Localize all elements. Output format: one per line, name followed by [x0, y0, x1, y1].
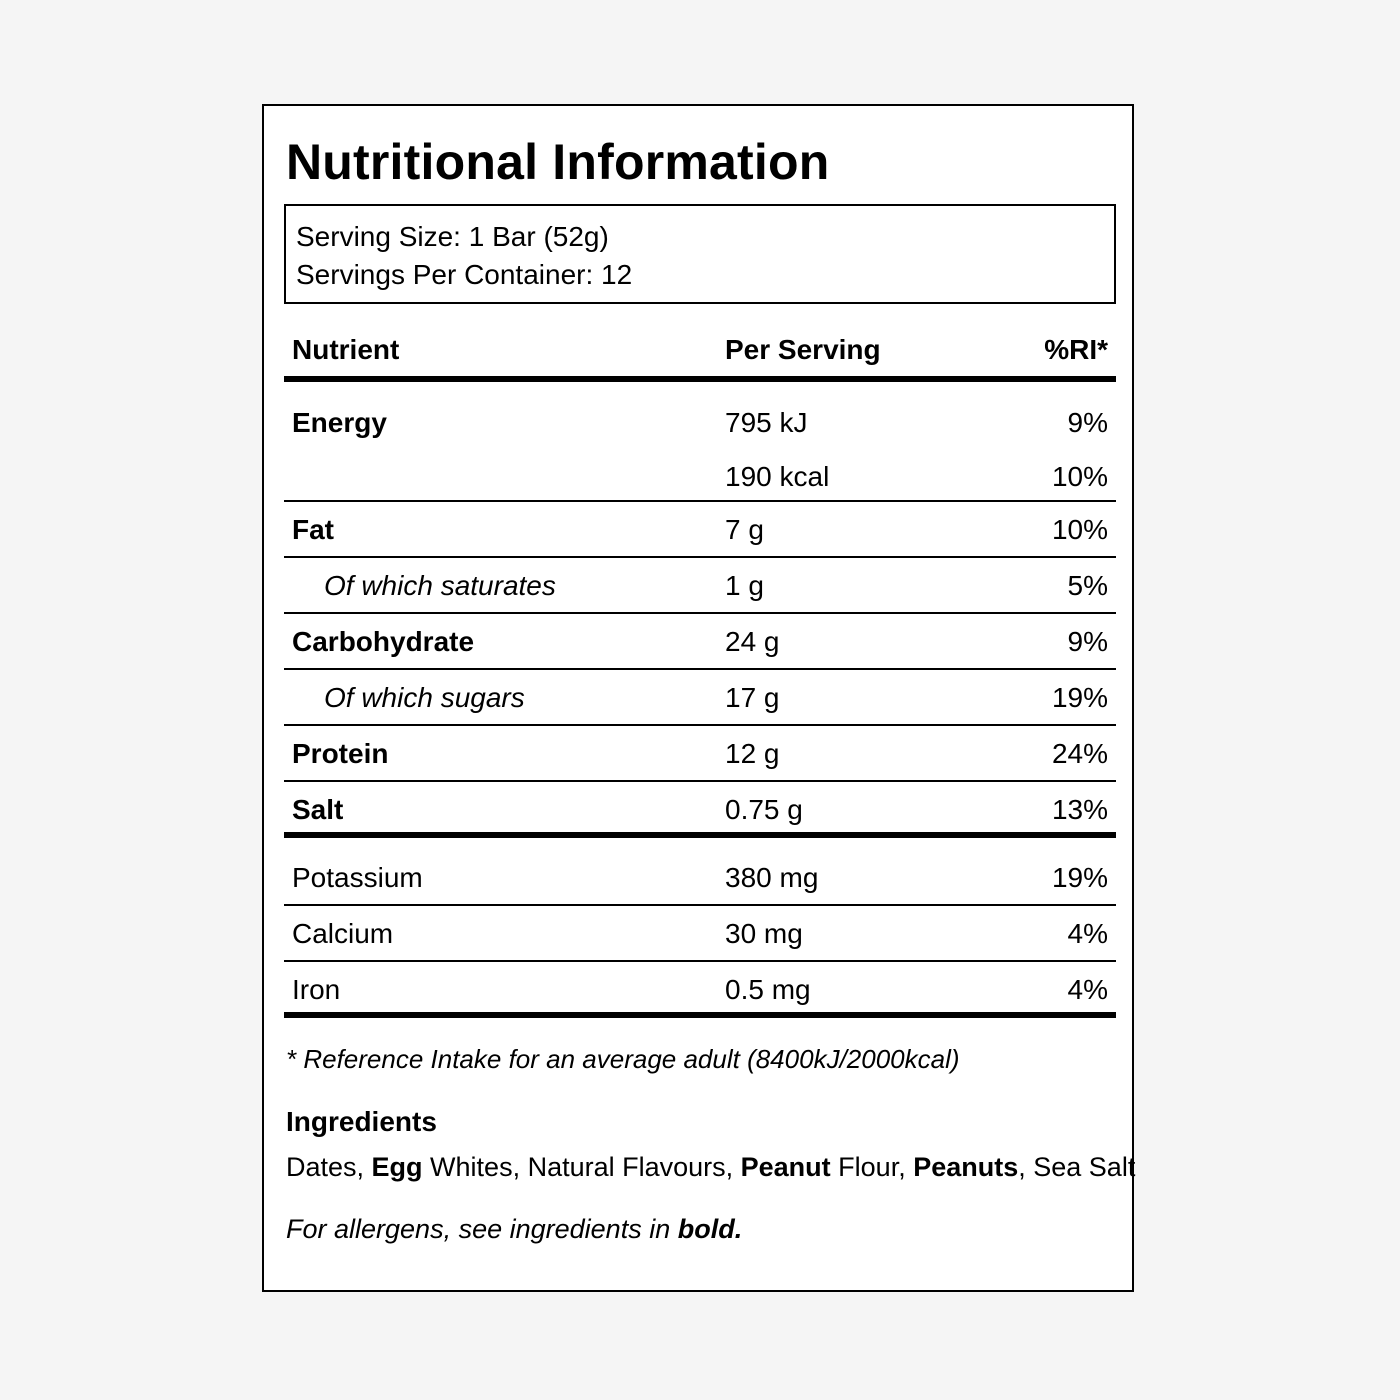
serving-size: Serving Size: 1 Bar (52g) — [296, 221, 609, 252]
reference-intake-footnote: * Reference Intake for an average adult (8400kJ/2000kcal) — [286, 1044, 960, 1074]
nutrient-ri: 19% — [1051, 682, 1108, 713]
nutrient-name: Protein — [292, 738, 389, 769]
allergen-note — [286, 1214, 742, 1245]
nutrient-amount: 24 g — [725, 626, 780, 657]
ingredients-list — [286, 1152, 1135, 1183]
allergen-peanut: Peanut — [740, 1152, 831, 1182]
energy-kcal: 190 kcal — [725, 461, 830, 492]
table-row-calcium — [284, 906, 1116, 962]
nutrient-ri: 19% — [1051, 862, 1108, 893]
ingredient-text: Dates, — [286, 1152, 372, 1182]
nutrient-ri: 5% — [1067, 570, 1108, 601]
nutrient-amount: 0.75 g — [725, 794, 803, 825]
allergen-egg: Egg — [371, 1152, 423, 1182]
nutrient-name: Energy — [292, 407, 387, 438]
nutrient-ri: 10% — [1051, 514, 1108, 545]
nutrient-ri: 4% — [1067, 974, 1108, 1005]
table-row-salt — [284, 782, 1116, 838]
table-header — [284, 324, 1116, 382]
table-row-sugars — [284, 670, 1116, 726]
ingredient-text: , Sea Salt — [1018, 1152, 1136, 1182]
nutrient-ri: 9% — [1067, 626, 1108, 657]
ingredient-text: Whites, Natural Flavours, — [422, 1152, 741, 1182]
table-row-energy — [284, 382, 1116, 502]
nutrient-amount: 30 mg — [725, 918, 803, 949]
nutrient-name: Fat — [292, 514, 334, 545]
nutrient-amount: 12 g — [725, 738, 780, 769]
nutrient-name: Of which sugars — [324, 682, 525, 713]
nutrient-amount: 17 g — [725, 682, 780, 713]
nutrient-name: Of which saturates — [324, 570, 556, 601]
nutrition-table — [284, 324, 1116, 1018]
nutrient-name: Carbohydrate — [292, 626, 475, 657]
nutrient-name: Salt — [292, 794, 344, 825]
nutrient-name: Potassium — [292, 862, 423, 893]
energy-kj: 795 kJ — [725, 407, 808, 438]
nutrient-name: Iron — [292, 974, 341, 1005]
ingredient-text: Flour, — [830, 1152, 914, 1182]
nutrition-label — [262, 104, 1134, 1292]
nutrient-ri: 24% — [1051, 738, 1108, 769]
energy-kj-ri: 9% — [1067, 407, 1108, 438]
table-row-carbohydrate — [284, 614, 1116, 670]
servings-per-container: Servings Per Container: 12 — [296, 259, 633, 290]
header-per-serving: Per Serving — [725, 334, 881, 365]
energy-kcal-ri: 10% — [1051, 461, 1108, 492]
nutrient-amount: 1 g — [725, 570, 764, 601]
table-row-protein — [284, 726, 1116, 782]
header-nutrient: Nutrient — [292, 334, 400, 365]
header-ri: %RI* — [1044, 334, 1108, 365]
table-row-fat — [284, 502, 1116, 558]
nutrient-name: Calcium — [292, 918, 394, 949]
table-row-iron — [284, 962, 1116, 1018]
serving-info-box — [284, 204, 1116, 304]
ingredients-heading: Ingredients — [286, 1106, 437, 1137]
allergen-note-emphasis: bold. — [677, 1214, 743, 1244]
nutrient-amount: 7 g — [725, 514, 764, 545]
nutrient-amount: 380 mg — [725, 862, 819, 893]
nutrient-ri: 4% — [1067, 918, 1108, 949]
table-row-potassium — [284, 838, 1116, 906]
nutrient-ri: 13% — [1051, 794, 1108, 825]
allergen-peanuts: Peanuts — [913, 1152, 1019, 1182]
label-title: Nutritional Information — [286, 134, 830, 190]
nutrient-amount: 0.5 mg — [725, 974, 811, 1005]
allergen-note-text: For allergens, see ingredients in — [286, 1214, 678, 1244]
table-row-saturates — [284, 558, 1116, 614]
